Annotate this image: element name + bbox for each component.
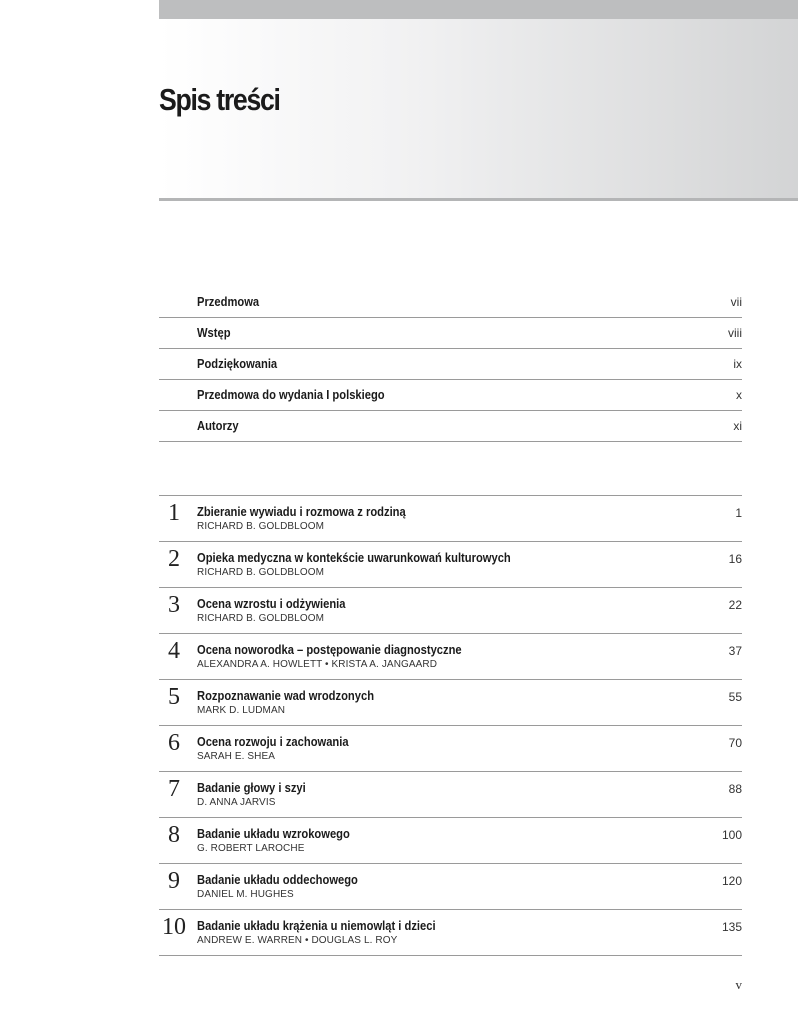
front-matter-item[interactable] <box>159 411 742 442</box>
chapter-page: 135 <box>721 920 742 934</box>
chapter-number: 8 <box>168 822 180 848</box>
front-matter-page: vii <box>730 295 742 309</box>
chapter-list <box>159 495 742 956</box>
chapter-title: Zbieranie wywiadu i rozmowa z rodziną <box>197 504 406 519</box>
front-matter-page: x <box>736 388 742 402</box>
chapter-row[interactable] <box>159 864 742 910</box>
chapter-row[interactable] <box>159 542 742 588</box>
chapter-page: 55 <box>728 690 742 704</box>
front-matter-page: viii <box>728 326 742 340</box>
chapter-number: 7 <box>168 776 180 802</box>
chapter-number: 4 <box>168 638 180 664</box>
page-number: v <box>735 977 742 992</box>
front-matter-list <box>159 287 742 442</box>
chapter-authors: G. ROBERT LAROCHE <box>197 843 305 854</box>
chapter-row[interactable] <box>159 588 742 634</box>
header-rule <box>159 198 798 201</box>
chapter-number: 9 <box>168 868 180 894</box>
chapter-number: 5 <box>168 684 180 710</box>
chapter-number: 6 <box>168 730 180 756</box>
chapter-title: Badanie układu oddechowego <box>197 872 358 887</box>
chapter-authors: DANIEL M. HUGHES <box>197 889 294 900</box>
front-matter-page: xi <box>733 419 742 433</box>
chapter-authors: D. ANNA JARVIS <box>197 797 276 808</box>
front-matter-title: Autorzy <box>197 418 239 433</box>
chapter-authors: SARAH E. SHEA <box>197 751 275 762</box>
chapter-title: Ocena noworodka – postępowanie diagnostyczne <box>197 642 462 657</box>
chapter-number: 3 <box>168 592 180 618</box>
chapter-page: 100 <box>721 828 742 842</box>
chapter-row[interactable] <box>159 496 742 542</box>
chapter-row[interactable] <box>159 680 742 726</box>
front-matter-page: ix <box>733 357 742 371</box>
chapter-row[interactable] <box>159 634 742 680</box>
chapter-title: Ocena wzrostu i odżywienia <box>197 596 346 611</box>
chapter-number: 10 <box>162 914 186 940</box>
front-matter-title: Przedmowa do wydania I polskiego <box>197 387 385 402</box>
front-matter-item[interactable] <box>159 349 742 380</box>
chapter-page: 120 <box>721 874 742 888</box>
chapter-authors: RICHARD B. GOLDBLOOM <box>197 613 325 624</box>
chapter-page: 16 <box>728 552 742 566</box>
chapter-authors: ALEXANDRA A. HOWLETT • KRISTA A. JANGAARD <box>197 659 438 670</box>
chapter-row[interactable] <box>159 726 742 772</box>
chapter-number: 1 <box>168 500 180 526</box>
chapter-title: Badanie układu wzrokowego <box>197 826 350 841</box>
chapter-page: 37 <box>728 644 742 658</box>
chapter-authors: ANDREW E. WARREN • DOUGLAS L. ROY <box>197 935 398 946</box>
page-title: Spis treści <box>159 82 280 117</box>
front-matter-item[interactable] <box>159 318 742 349</box>
front-matter-title: Wstęp <box>197 325 231 340</box>
chapter-title: Badanie układu krążenia u niemowląt i dzieci <box>197 918 436 933</box>
front-matter-title: Przedmowa <box>197 294 260 309</box>
chapter-authors: RICHARD B. GOLDBLOOM <box>197 521 325 532</box>
chapter-page: 1 <box>735 506 742 520</box>
front-matter-item[interactable] <box>159 380 742 411</box>
chapter-row[interactable] <box>159 772 742 818</box>
chapter-page: 88 <box>728 782 742 796</box>
front-matter-item[interactable] <box>159 287 742 318</box>
chapter-number: 2 <box>168 546 180 572</box>
chapter-row[interactable] <box>159 818 742 864</box>
chapter-authors: RICHARD B. GOLDBLOOM <box>197 567 325 578</box>
chapter-authors: MARK D. LUDMAN <box>197 705 286 716</box>
chapter-page: 22 <box>728 598 742 612</box>
front-matter-title: Podziękowania <box>197 356 278 371</box>
chapter-page: 70 <box>728 736 742 750</box>
chapter-title: Badanie głowy i szyi <box>197 780 306 795</box>
header-top-bar <box>159 0 798 19</box>
chapter-title: Opieka medyczna w kontekście uwarunkowań kulturowych <box>197 550 511 565</box>
chapter-row[interactable] <box>159 910 742 956</box>
chapter-title: Ocena rozwoju i zachowania <box>197 734 349 749</box>
chapter-title: Rozpoznawanie wad wrodzonych <box>197 688 375 703</box>
